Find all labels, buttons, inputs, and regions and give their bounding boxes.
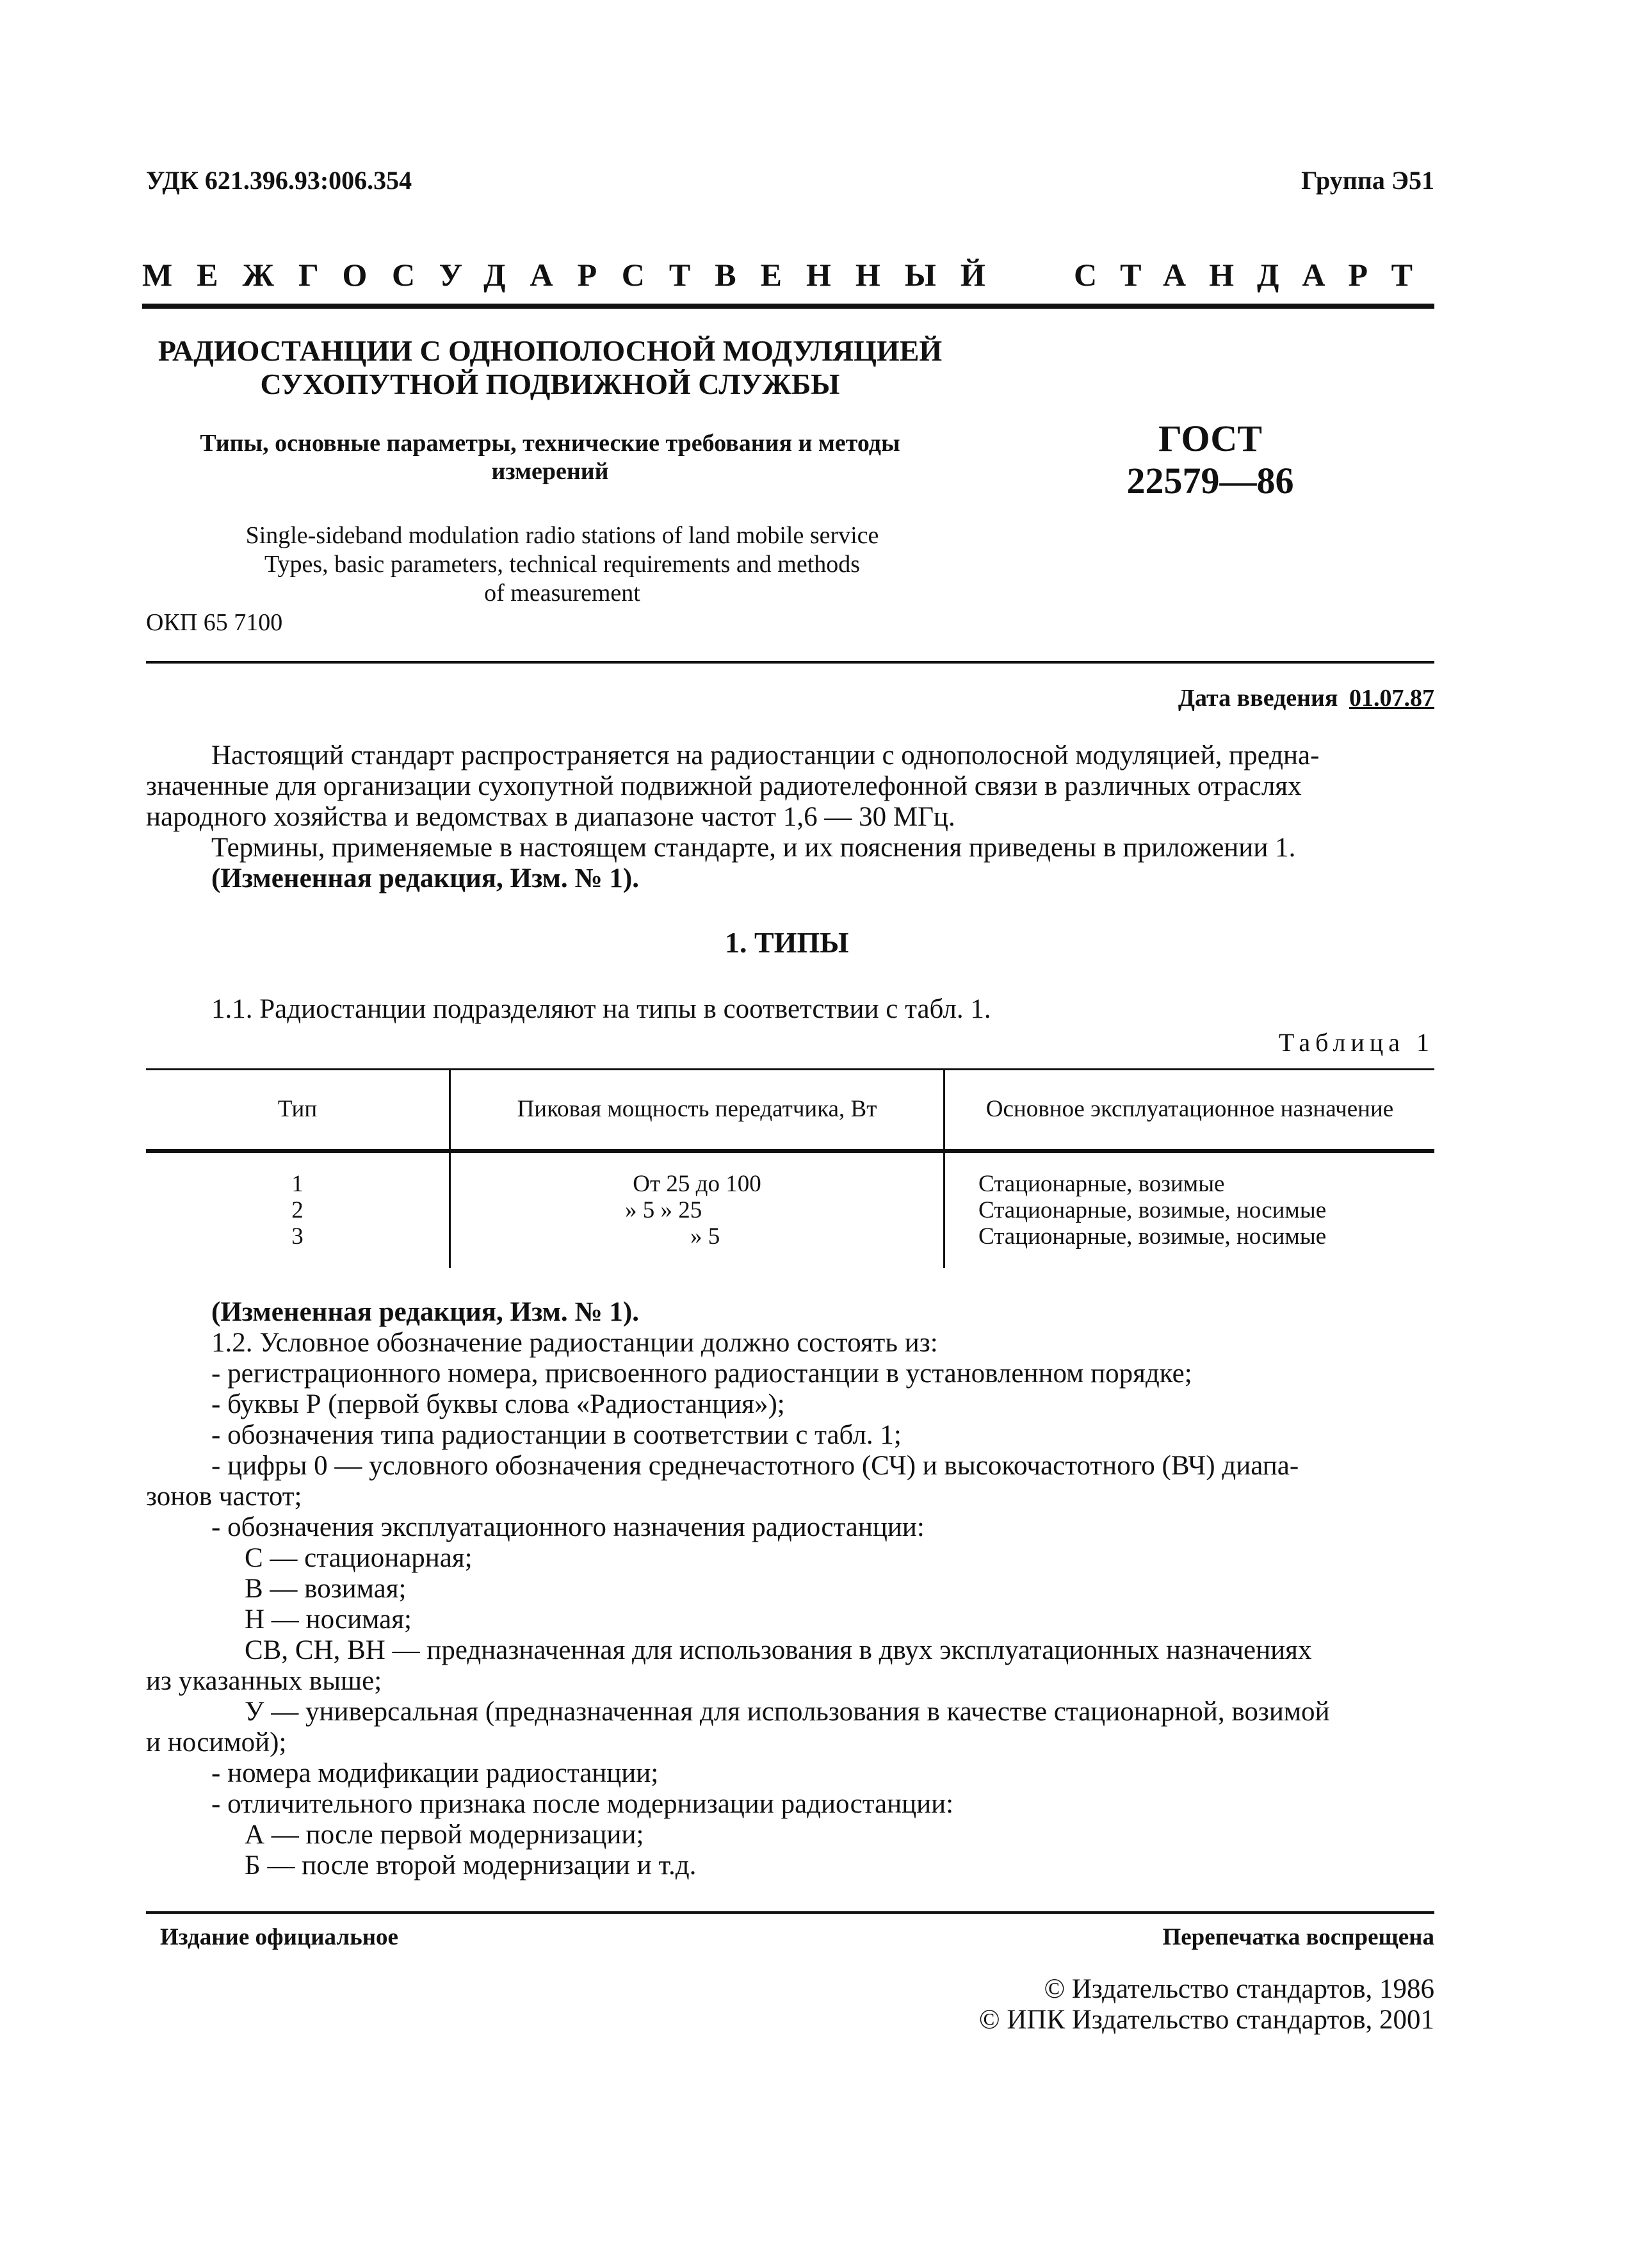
types-table (146, 1068, 1434, 1268)
introduction-date-label: Дата введения (1178, 685, 1338, 712)
list-item: - номера модификации радиостанции; (211, 1758, 659, 1788)
section-heading-types: 1. ТИПЫ (725, 926, 849, 959)
list-item: и носимой); (146, 1727, 287, 1758)
table-header-rule (146, 1149, 1434, 1153)
table-cell-type: 2 (291, 1197, 304, 1223)
list-item: У — универсальная (предназначенная для использования в качестве стационарной, возимой (245, 1697, 1330, 1727)
table-cell-power: От 25 до 100 (633, 1171, 761, 1197)
list-item: 1.2. Условное обозначение радиостанции должно состоять из: (211, 1328, 938, 1358)
title-line-1: РАДИОСТАНЦИИ С ОДНОПОЛОСНОЙ МОДУЛЯЦИЕЙ (158, 334, 943, 367)
english-title-line-2: Types, basic parameters, technical requirements and methods (264, 551, 861, 578)
english-title-line-3: of measurement (484, 580, 640, 607)
okp-code: ОКП 65 7100 (146, 609, 283, 636)
list-item: В — возимая; (245, 1574, 407, 1604)
amendment-note-1: (Измененная редакция, Изм. № 1). (211, 863, 639, 893)
list-item: - отличительного признака после модернизации радиостанции: (211, 1789, 954, 1819)
group-code: Группа Э51 (1301, 166, 1434, 195)
table-caption: Таблица 1 (1278, 1028, 1434, 1057)
table-cell-power: » 5 (690, 1223, 720, 1250)
gost-label: ГОСТ (1158, 418, 1262, 459)
english-title-line-1: Single-sideband modulation radio stations of land mobile service (245, 522, 879, 549)
intro-paragraph-line-2: значенные для организации сухопутной подвижной радиотелефонной связи в различных отраслях (146, 771, 1302, 801)
list-item: А — после первой модернизации; (245, 1820, 644, 1850)
list-item: - цифры 0 — условного обозначения среднечастотного (СЧ) и высокочастотного (ВЧ) диапа- (211, 1451, 1299, 1481)
table-cell-purpose: Стационарные, возимые, носимые (978, 1223, 1327, 1250)
table-header-purpose: Основное эксплуатационное назначение (985, 1096, 1394, 1122)
list-item: Н — носимая; (245, 1604, 412, 1635)
terms-paragraph: Термины, применяемые в настоящем стандарте, и их пояснения приведены в приложении 1. (211, 833, 1296, 863)
intro-paragraph-line-3: народного хозяйства и ведомствах в диапазоне частот 1,6 — 30 МГц. (146, 802, 955, 832)
clause-1-1: 1.1. Радиостанции подразделяют на типы в соответствии с табл. 1. (211, 994, 991, 1024)
table-cell-purpose: Стационарные, возимые, носимые (978, 1197, 1327, 1223)
table-cell-purpose: Стационарные, возимые (978, 1171, 1225, 1197)
table-cell-type: 3 (291, 1223, 304, 1250)
list-item: - обозначения эксплуатационного назначения радиостанции: (211, 1512, 925, 1542)
udk-code: УДК 621.396.93:006.354 (146, 166, 412, 195)
list-item: С — стационарная; (245, 1543, 473, 1573)
list-item: СВ, СН, ВН — предназначенная для использования в двух эксплуатационных назначениях (245, 1635, 1312, 1665)
header-rule (142, 304, 1434, 309)
copyright-1986: © Издательство стандартов, 1986 (1044, 1974, 1434, 2004)
table-header-power: Пиковая мощность передатчика, Вт (517, 1096, 877, 1122)
table-cell-power: » 5 » 25 (625, 1197, 702, 1223)
title-line-2: СУХОПУТНОЙ ПОДВИЖНОЙ СЛУЖБЫ (260, 368, 840, 400)
gost-number: 22579—86 (1126, 460, 1294, 502)
intro-paragraph-line-1: Настоящий стандарт распространяется на радиостанции с однополосной модуляцией, предна- (211, 740, 1320, 771)
reprint-prohibited: Перепечатка воспрещена (1162, 1924, 1434, 1950)
list-item: Б — после второй модернизации и т.д. (245, 1850, 697, 1880)
banner-interstate: МЕЖГОСУДАРСТВЕННЫЙ (142, 257, 1010, 293)
table-top-rule (146, 1068, 1434, 1070)
banner-standard: СТАНДАРТ (1074, 257, 1436, 293)
official-edition: Издание официальное (160, 1924, 398, 1950)
list-item: из указанных выше; (146, 1666, 382, 1696)
footer-rule (146, 1911, 1434, 1914)
table-header-type: Тип (277, 1096, 318, 1122)
copyright-2001: © ИПК Издательство стандартов, 2001 (978, 2005, 1434, 2035)
subtitle-line-1: Типы, основные параметры, технические требования и методы (200, 430, 900, 457)
list-item: - регистрационного номера, присвоенного радиостанции в установленном порядке; (211, 1358, 1192, 1389)
introduction-date-value: 01.07.87 (1349, 685, 1434, 712)
list-item: - буквы Р (первой буквы слова «Радиостанция»); (211, 1389, 785, 1419)
table-cell-type: 1 (291, 1171, 304, 1197)
introduction-date (1178, 684, 1434, 712)
amendment-note-2: (Измененная редакция, Изм. № 1). (211, 1297, 639, 1327)
subtitle-line-2: измерений (491, 458, 609, 485)
list-item: - обозначения типа радиостанции в соответствии с табл. 1; (211, 1420, 902, 1450)
list-item: зонов частот; (146, 1481, 302, 1512)
title-rule (146, 661, 1434, 664)
